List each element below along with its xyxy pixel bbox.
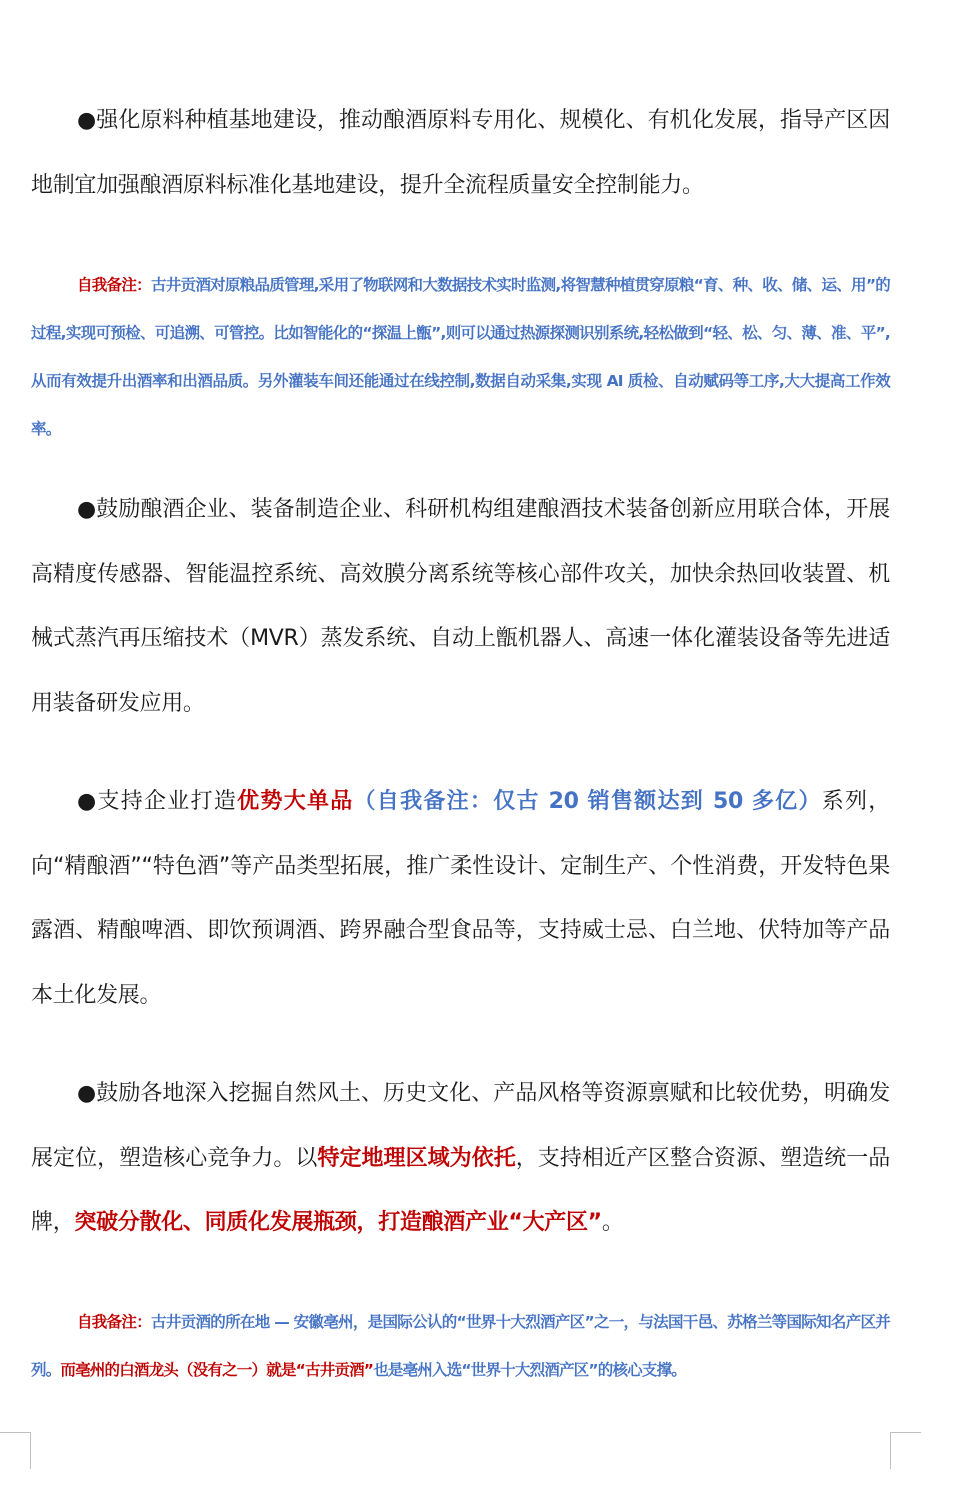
- page-corner-mark-left: [0, 1432, 31, 1469]
- highlight-text: 特定地理区域为依托: [317, 1145, 516, 1171]
- note-highlight: 而亳州的白酒龙头（没有之一）就是“古井贡酒”: [60, 1361, 374, 1379]
- paragraph-regions: [31, 1062, 890, 1256]
- highlight-text: 优势大单品: [237, 789, 354, 814]
- paragraph-products: [31, 770, 890, 1028]
- paragraph-text: 系列，向“精酿酒”“特色酒”等产品类型拓展，推广柔性设计、定制生产、个性消费，开发特色果露酒、精酿啤酒、即饮预调酒、跨界融合型食品等，支持威士忌、白兰地、伏特加等产品本土化发展。: [31, 789, 890, 1008]
- paragraph-equipment: [31, 478, 890, 736]
- paragraph-text: ●强化原料种植基地建设，推动酿酒原料专用化、规模化、有机化发展，指导产区因地制宜加强酿酒原料标准化基地建设，提升全流程质量安全控制能力。: [31, 108, 890, 198]
- paragraph-text: ，支持相近产区整合资源、塑造统一品牌，: [31, 1145, 890, 1235]
- paragraph-text: ●鼓励酿酒企业、装备制造企业、科研机构组建酿酒技术装备创新应用联合体，开展高精度传感器、智能温控系统、高效膜分离系统等核心部件攻关，加快余热回收装置、机械式蒸汽再压缩技术（MVR）蒸发系统、自动上甑机器人、高速一体化灌装设备等先进适用装备研发应用。: [31, 497, 890, 716]
- page-corner-mark-right: [890, 1432, 921, 1469]
- note-text: 古井贡酒的所在地 — 安徽亳州，是国际公认的“世界十大烈酒产区”之一，与法国干邑、苏格兰等国际知名产区并列。: [31, 1313, 890, 1379]
- paragraph-text: 。: [601, 1210, 624, 1235]
- paragraph-text: ●支持企业打造: [77, 789, 238, 814]
- note-label: 自我备注：: [77, 1313, 152, 1331]
- highlight-text: 突破分散化、同质化发展瓶颈，打造酿酒产业“大产区”: [74, 1210, 602, 1235]
- paragraph-raw-material: [31, 89, 890, 218]
- note-label: 自我备注：: [77, 276, 151, 294]
- paragraph-text: ●鼓励各地深入挖掘自然风土、历史文化、产品风格等资源禀赋和比较优势，明确发展定位，塑造核心竞争力。以: [31, 1081, 890, 1171]
- self-note-2: [31, 1298, 890, 1394]
- inline-note: （自我备注：仅古 20 销售额达到 50 多亿）: [353, 789, 822, 814]
- note-text: 也是亳州入选“世界十大烈酒产区”的核心支撑。: [373, 1361, 686, 1379]
- note-text: 古井贡酒对原粮品质管理,采用了物联网和大数据技术实时监测,将智慧种植贯穿原粮“育、种、收、储、运、用”的过程,实现可预检、可追溯、可管控。比如智能化的“探温上甑”,则可以通过热源探测识别系统,轻松做到“轻、松、匀、薄、准、平”,从而有效提升出酒率和出酒品质。另外灌装车间还能通过在线控制,数据自动采集,实现 AI 质检、自动赋码等工序,大大提高工作效率。: [31, 276, 890, 438]
- self-note-1: [31, 261, 890, 453]
